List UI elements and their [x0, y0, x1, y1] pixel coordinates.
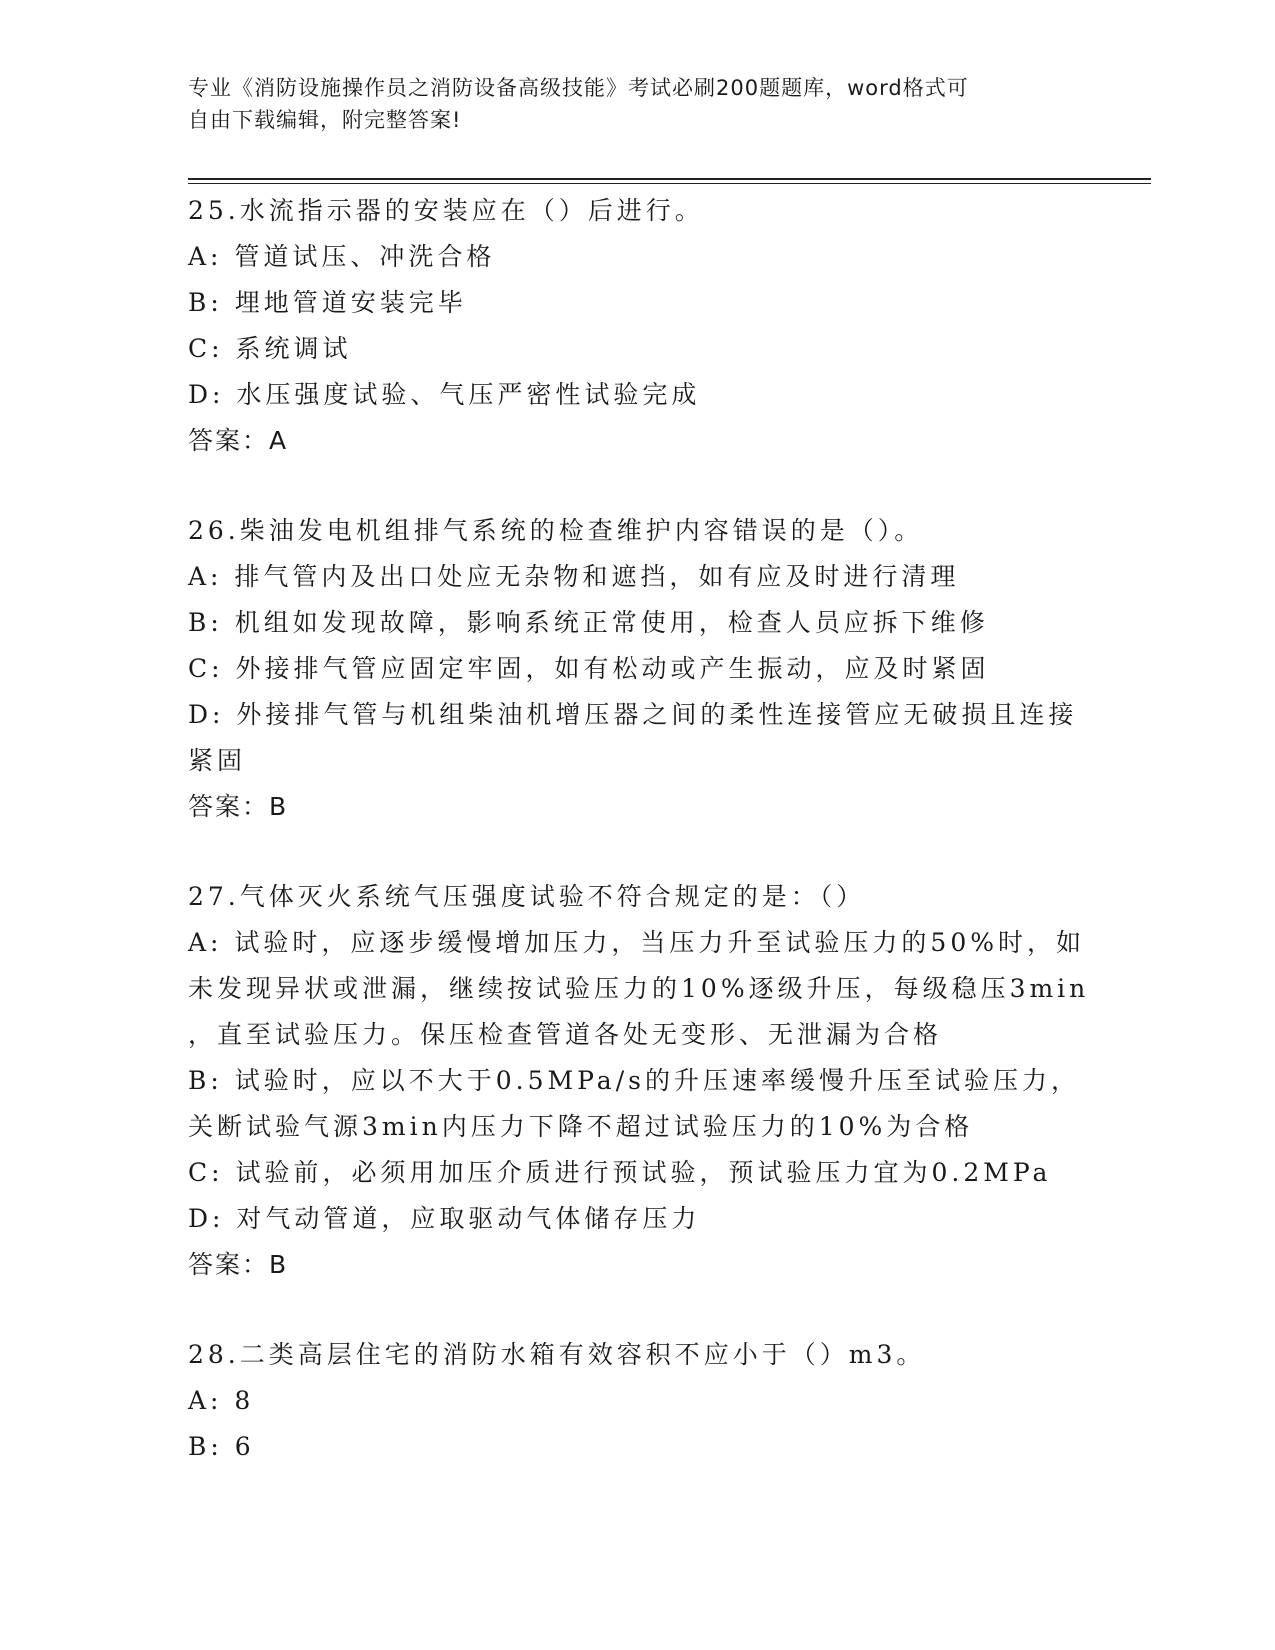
- question-stem: 28.二类高层住宅的消防水箱有效容积不应小于（）m3。: [188, 1340, 926, 1369]
- answer-line: 答案：B: [188, 792, 289, 821]
- question-spacer: [188, 830, 1088, 874]
- question-block: [188, 188, 1088, 464]
- question-option: B: 6: [188, 1432, 255, 1461]
- question-option: ，直至试验压力。保压检查管道各处无变形、无泄漏为合格: [188, 1020, 943, 1049]
- question-block: [188, 508, 1088, 830]
- question-option: C: 外接排气管应固定牢固，如有松动或产生振动，应及时紧固: [188, 654, 990, 683]
- answer-line: 答案：B: [188, 1250, 289, 1279]
- question-option: 未发现异状或泄漏，继续按试验压力的10%逐级升压，每级稳压3min: [188, 974, 1090, 1003]
- question-option: A: 排气管内及出口处应无杂物和遮挡，如有应及时进行清理: [188, 562, 960, 591]
- question-block: [188, 1332, 1088, 1470]
- header-line-1: 专业《消防设施操作员之消防设备高级技能》考试必刷200题题库，word格式可: [188, 76, 969, 100]
- question-option: B: 埋地管道安装完毕: [188, 288, 467, 317]
- document-header: [188, 72, 1088, 136]
- question-option: D: 对气动管道，应取驱动气体储存压力: [188, 1204, 701, 1233]
- question-option: A: 管道试压、冲洗合格: [188, 242, 496, 271]
- question-spacer: [188, 1288, 1088, 1332]
- question-spacer: [188, 464, 1088, 508]
- header-rule-thin: [188, 183, 1151, 184]
- question-option: 紧固: [188, 746, 247, 775]
- question-stem: 27.气体灭火系统气压强度试验不符合规定的是：（）: [188, 882, 866, 911]
- question-stem: 26.柴油发电机组排气系统的检查维护内容错误的是（）。: [188, 516, 924, 545]
- question-option: C: 系统调试: [188, 334, 352, 363]
- question-option: B: 试验时，应以不大于0.5MPa/s的升压速率缓慢升压至试验压力，: [188, 1066, 1080, 1095]
- question-option: A: 试验时，应逐步缓慢增加压力，当压力升至试验压力的50%时，如: [188, 928, 1085, 957]
- question-option: D: 水压强度试验、气压严密性试验完成: [188, 380, 701, 409]
- header-line-2: 自由下载编辑，附完整答案!: [188, 108, 462, 132]
- question-option: B: 机组如发现故障，影响系统正常使用，检查人员应拆下维修: [188, 608, 989, 637]
- question-block: [188, 874, 1088, 1288]
- answer-line: 答案：A: [188, 426, 289, 455]
- header-rule-thick: [188, 178, 1151, 180]
- question-stem: 25.水流指示器的安装应在（）后进行。: [188, 196, 704, 225]
- question-option: 关断试验气源3min内压力下降不超过试验压力的10%为合格: [188, 1112, 974, 1141]
- question-option: D: 外接排气管与机组柴油机增压器之间的柔性连接管应无破损且连接: [188, 700, 1078, 729]
- question-option: C: 试验前，必须用加压介质进行预试验，预试验压力宜为0.2MPa: [188, 1158, 1052, 1187]
- question-option: A: 8: [188, 1386, 255, 1415]
- question-list: [188, 188, 1088, 1470]
